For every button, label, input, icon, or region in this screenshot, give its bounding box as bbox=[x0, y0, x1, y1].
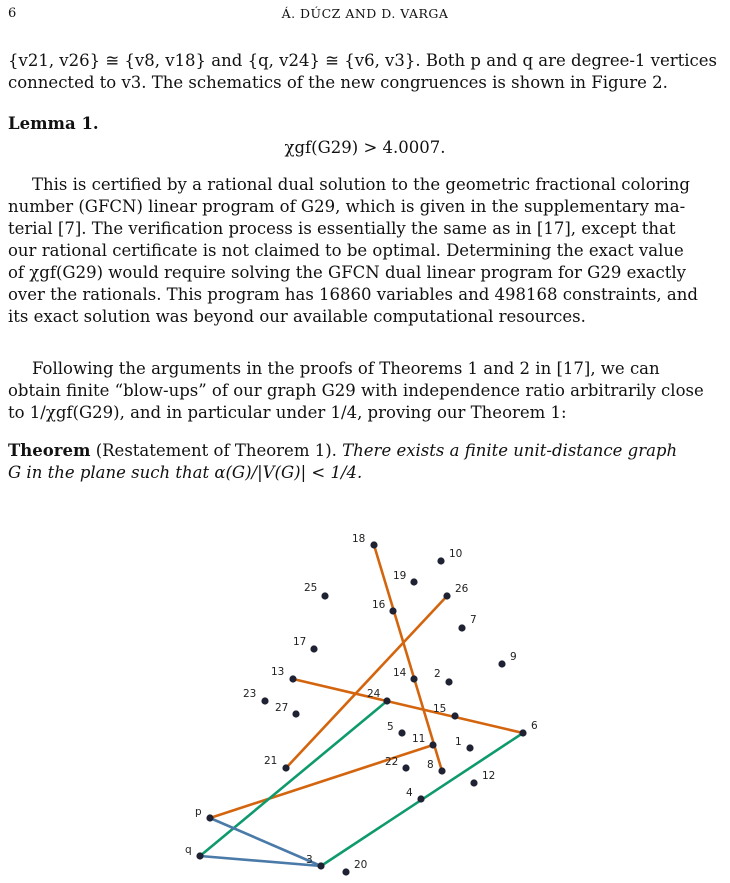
vertex-p bbox=[195, 806, 214, 822]
vertex-dot bbox=[437, 557, 444, 564]
theorem-body-1: There exists a finite unit-distance graph bbox=[342, 441, 678, 460]
vertex-label: 8 bbox=[427, 759, 434, 771]
para1-line: our rational certificate is not claimed to be optimal. Determining the exact value bbox=[8, 241, 684, 260]
vertex-dot bbox=[458, 624, 465, 631]
para1-line: of χgf(G29) would require solving the GFCN dual linear program for G29 exactly bbox=[8, 263, 686, 282]
vertex-label: 11 bbox=[412, 733, 426, 745]
para1-line: This is certified by a rational dual solution to the geometric fractional coloring bbox=[32, 175, 690, 194]
vertex-dot bbox=[206, 814, 213, 821]
vertex-dot bbox=[498, 660, 505, 667]
vertex-label: 3 bbox=[306, 854, 313, 866]
vertex-label: 14 bbox=[393, 667, 407, 679]
para2-line: to 1/χgf(G29), and in particular under 1/4, proving our Theorem 1: bbox=[8, 403, 567, 422]
certificate-paragraph bbox=[8, 174, 722, 328]
vertex-label: 1 bbox=[455, 736, 462, 748]
vertex-dot bbox=[402, 764, 409, 771]
vertex-6 bbox=[519, 720, 538, 737]
blowup-paragraph bbox=[8, 358, 722, 424]
para2-line: obtain finite “blow-ups” of our graph G29 with independence ratio arbitrarily close bbox=[8, 381, 704, 400]
vertex-15 bbox=[433, 703, 459, 720]
vertex-dot bbox=[289, 675, 296, 682]
lemma-equation: χgf(G29) > 4.0007. bbox=[284, 138, 446, 157]
vertex-dot bbox=[398, 729, 405, 736]
para1-line: terial [7]. The verification process is essentially the same as in [17], except that bbox=[8, 219, 676, 238]
vertex-dot bbox=[417, 795, 424, 802]
vertex-label: 24 bbox=[367, 688, 381, 700]
vertex-dot bbox=[317, 862, 324, 869]
vertex-23 bbox=[243, 688, 269, 705]
vertex-17 bbox=[293, 636, 318, 653]
theorem-label: Theorem bbox=[8, 441, 91, 460]
vertex-label: 15 bbox=[433, 703, 447, 715]
lemma-label: Lemma 1. bbox=[8, 114, 99, 133]
vertex-label: p bbox=[195, 806, 202, 818]
vertex-dot bbox=[261, 697, 268, 704]
vertex-dot bbox=[445, 678, 452, 685]
vertex-27 bbox=[275, 702, 300, 718]
theorem-body-2: G in the plane such that α(G)/|V(G)| < 1/4. bbox=[8, 463, 363, 482]
vertex-dot bbox=[342, 868, 349, 875]
vertex-dot bbox=[443, 592, 450, 599]
vertex-22 bbox=[385, 756, 410, 772]
vertex-dot bbox=[519, 729, 526, 736]
vertex-label: 23 bbox=[243, 688, 257, 700]
edge-24-q bbox=[200, 701, 387, 856]
vertex-13 bbox=[271, 666, 297, 683]
vertex-label: 10 bbox=[449, 548, 463, 560]
vertex-label: 27 bbox=[275, 702, 289, 714]
intro-line-1: {v21, v26} ≅ {v8, v18} and {q, v24} ≅ {v6, v3}. Both p and q are degree-1 vertices bbox=[8, 51, 718, 70]
vertex-4 bbox=[406, 787, 425, 803]
vertex-q bbox=[185, 844, 204, 860]
vertex-label: 19 bbox=[393, 570, 407, 582]
graph-edges bbox=[200, 545, 523, 866]
para1-line: number (GFCN) linear program of G29, which is given in the supplementary ma- bbox=[8, 197, 686, 216]
vertex-24 bbox=[367, 688, 391, 705]
theorem-restatement: (Restatement of Theorem 1). bbox=[95, 441, 337, 460]
vertex-dot bbox=[466, 744, 473, 751]
vertex-dot bbox=[410, 578, 417, 585]
vertex-label: 17 bbox=[293, 636, 307, 648]
vertex-label: 9 bbox=[510, 651, 517, 663]
para2-line: Following the arguments in the proofs of Theorems 1 and 2 in [17], we can bbox=[32, 359, 660, 378]
vertex-8 bbox=[427, 759, 446, 775]
vertex-label: 16 bbox=[372, 599, 386, 611]
vertex-2 bbox=[434, 668, 453, 686]
vertex-label: 18 bbox=[352, 533, 366, 545]
vertex-21 bbox=[264, 755, 290, 772]
para1-line: its exact solution was beyond our available computational resources. bbox=[8, 307, 586, 326]
vertex-label: 13 bbox=[271, 666, 285, 678]
vertex-label: 25 bbox=[304, 582, 318, 594]
vertex-dot bbox=[196, 852, 203, 859]
vertex-label: 2 bbox=[434, 668, 441, 680]
vertex-26 bbox=[443, 583, 468, 600]
vertex-18 bbox=[352, 533, 378, 549]
vertex-label: 22 bbox=[385, 756, 399, 768]
intro-paragraph bbox=[8, 50, 722, 94]
theorem-line-1 bbox=[8, 440, 722, 462]
vertex-dot bbox=[438, 767, 445, 774]
vertex-label: 26 bbox=[455, 583, 469, 595]
vertex-dot bbox=[389, 607, 396, 614]
vertex-dot bbox=[470, 779, 477, 786]
vertex-19 bbox=[393, 570, 418, 586]
vertex-10 bbox=[437, 548, 462, 565]
vertex-5 bbox=[387, 721, 406, 737]
figure-graph bbox=[0, 520, 730, 883]
vertex-label: 7 bbox=[470, 614, 477, 626]
vertex-dot bbox=[292, 710, 299, 717]
vertex-1 bbox=[455, 736, 474, 752]
vertex-dot bbox=[451, 712, 458, 719]
vertex-label: 12 bbox=[482, 770, 496, 782]
vertex-dot bbox=[370, 541, 377, 548]
vertex-label: q bbox=[185, 844, 192, 856]
vertex-label: 5 bbox=[387, 721, 394, 733]
vertex-3 bbox=[306, 854, 325, 870]
para1-line: over the rationals. This program has 16860 variables and 498168 constraints, and bbox=[8, 285, 698, 304]
vertex-9 bbox=[498, 651, 516, 668]
vertex-dot bbox=[310, 645, 317, 652]
page-number: 6 bbox=[8, 6, 17, 21]
vertex-dot bbox=[321, 592, 328, 599]
vertex-20 bbox=[342, 859, 367, 876]
vertex-label: 20 bbox=[354, 859, 368, 871]
running-head: Á. DÚCZ AND D. VARGA bbox=[281, 6, 449, 21]
vertex-7 bbox=[458, 614, 476, 632]
theorem-statement bbox=[8, 440, 722, 484]
vertex-12 bbox=[470, 770, 495, 787]
vertex-dot bbox=[282, 764, 289, 771]
vertex-dot bbox=[410, 675, 417, 682]
intro-line-2: connected to v3. The schematics of the new congruences is shown in Figure 2. bbox=[8, 73, 668, 92]
edge-18-8 bbox=[374, 545, 442, 771]
vertex-25 bbox=[304, 582, 329, 600]
vertex-label: 6 bbox=[531, 720, 538, 732]
vertex-dot bbox=[429, 741, 436, 748]
vertex-label: 4 bbox=[406, 787, 413, 799]
vertex-label: 21 bbox=[264, 755, 278, 767]
vertex-dot bbox=[383, 697, 390, 704]
page-header bbox=[8, 6, 722, 24]
